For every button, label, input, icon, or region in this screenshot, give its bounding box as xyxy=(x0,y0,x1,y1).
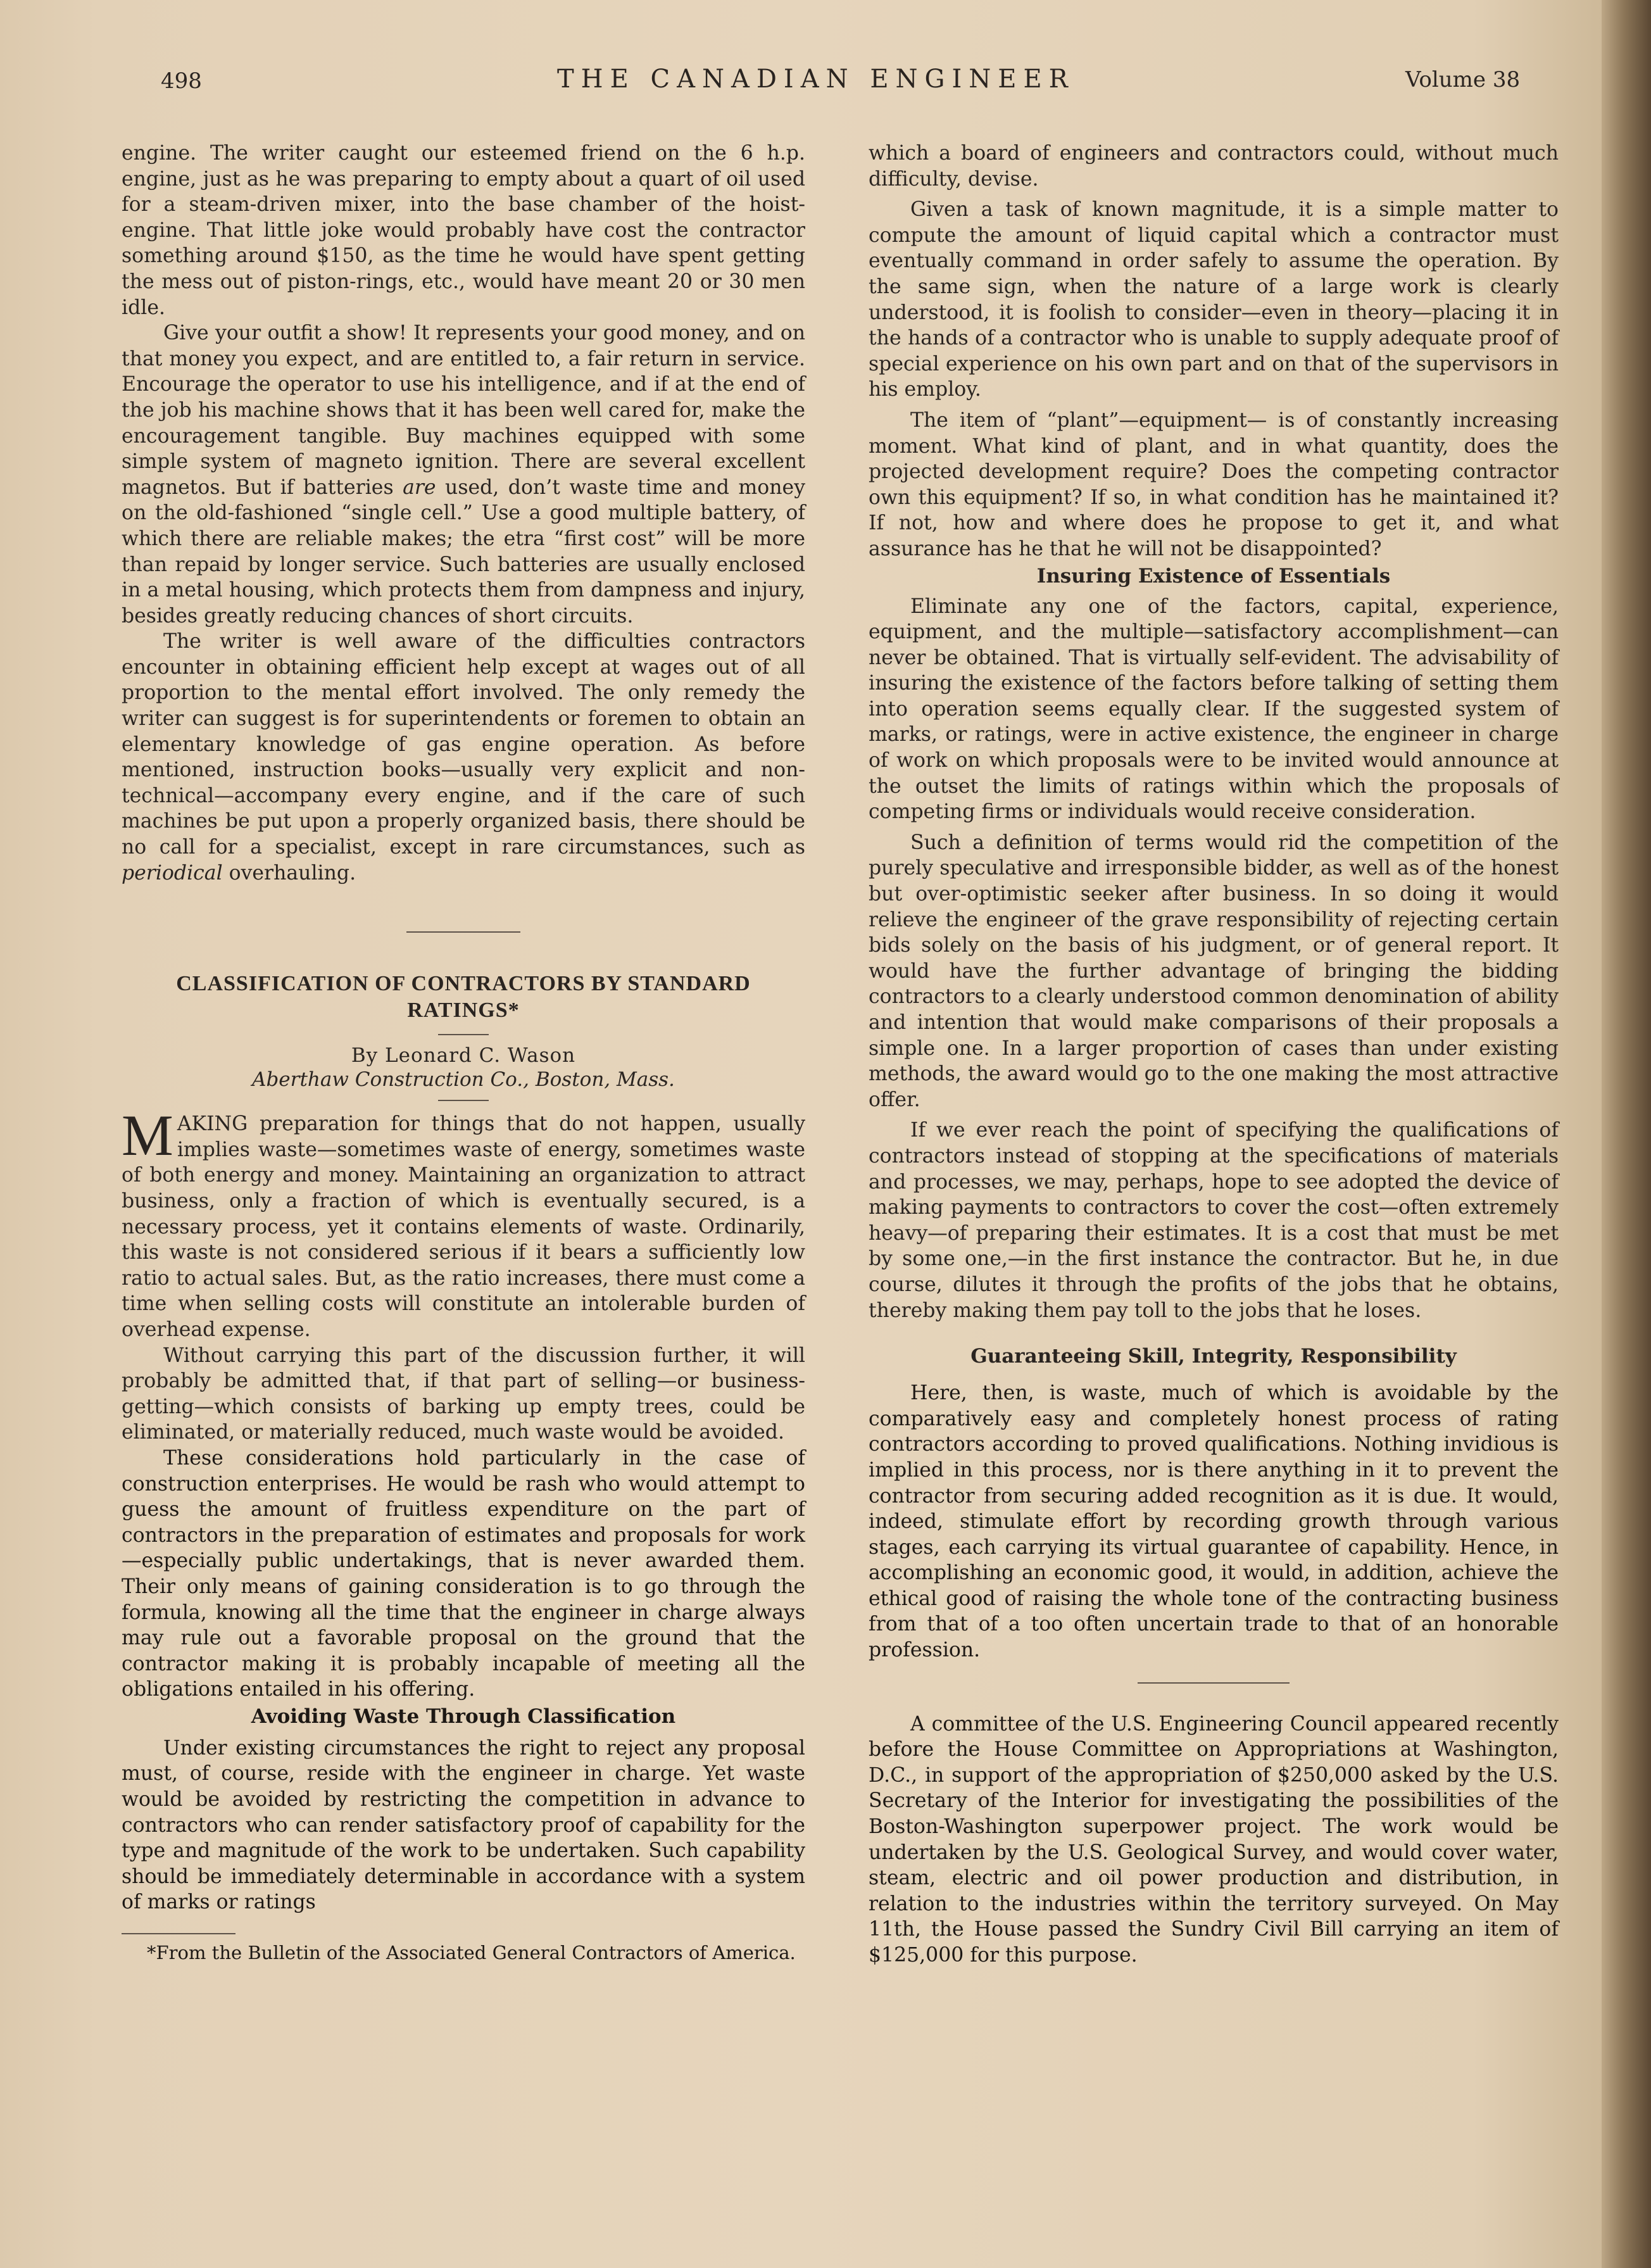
paragraph: which a board of engineers and contractors could, without much difficulty, devise. xyxy=(869,142,1559,191)
paragraph: Eliminate any one of the factors, capital, experience, equipment, and the multiple—satisfactory accomplishment—can never be obtained. That is virtually self-evident. The advisability of insuring the existence of the factors before talking of setting them into operation seems equally clear. If the suggested system of marks, or ratings, were in active existence, the engineer in charge of work on which proposals were to be invited would announce at the outset the limits of ratings within which the proposals of competing firms or individuals would receive consideration. xyxy=(869,595,1559,824)
paragraph: These considerations hold particularly in the case of construction enterprises. He would be rash who would attempt to guess the amount of fruitless expenditure on the part of contractors in the preparation of estimates and proposals for work—especially public undertakings, that is never awarded them. Their only means of gaining consideration is to go through the formula, knowing all the time that the engineer in charge always may rule out a favorable proposal on the ground that the contractor making it is probably incapable of meeting all the obligations entailed in his offering. xyxy=(122,1446,805,1701)
paragraph: Under existing circumstances the right to reject any proposal must, of course, reside with the engineer in charge. Yet waste would be avoided by restricting the competition in advance to contractors who can render satisfactory proof of capability for the type and magnitude of the work to be undertaken. Such capability should be immediately determinable in accordance with a system of marks or ratings xyxy=(122,1736,805,1914)
paragraph: engine. The writer caught our esteemed friend on the 6 h.p. engine, just as he was preparing to empty about a quart of oil used for a steam-driven mixer, into the base chamber of the hoist-engine. That little joke would probably have cost the contractor something around $150, as the time he would have spent getting the mess out of piston-rings, etc., would have meant 20 or 30 men idle. xyxy=(122,142,805,319)
author-affiliation: Aberthaw Construction Co., Boston, Mass. xyxy=(252,1068,675,1092)
left-column xyxy=(122,141,805,1965)
section-divider xyxy=(1138,1682,1290,1684)
paragraph: Such a definition of terms would rid the competition of the purely speculative and irresponsible bidder, as well as of the honest but over-optimistic seeker after business. In so doing it would relieve the engineer of the grave responsibility of rejecting certain bids solely on the basis of his judgment, or of general report. It would have the further advantage of bringing the bidding contractors to a clearly understood common denomination of ability and intention that would make comparisons of their proposals a simple one. In a larger proportion of cases than under existing methods, the award would go to the one making the most attractive offer. xyxy=(869,831,1559,1111)
article-title: CLASSIFICATION OF CONTRACTORS BY STANDARD RATINGS* xyxy=(176,972,751,1023)
page-number: 498 xyxy=(161,68,202,94)
paragraph: Without carrying this part of the discussion further, it will probably be admitted that, if that part of selling—or business-getting—which consists of barking up empty trees, could be eliminated, or materially reduced, much waste would be avoided. xyxy=(122,1344,805,1444)
paragraph: If we ever reach the point of specifying the qualifications of contractors instead of stopping at the specifications of materials and processes, we may, perhaps, hope to see adopted the device of making payments to contractors to cover the cost—often extremely heavy—of preparing their estimates. It is a cost that must be met by some one,—in the first instance the contractor. But he, in due course, dilutes it through the profits of the jobs that he obtains, thereby making them pay toll to the jobs that he loses. xyxy=(869,1119,1559,1322)
title-rule xyxy=(438,1034,489,1035)
section-heading: Avoiding Waste Through Classification xyxy=(251,1704,676,1728)
volume-label: Volume 38 xyxy=(1405,67,1521,92)
paragraph: Give your outfit a show! It represents your good money, and on that money you expect, and are entitled to, a fair return in service. Encourage the operator to use his intelligence, and if at the end of the job his machine shows that it has been well cared for, make the encouragement tangible. Buy machines equipped with some simple system of magneto ignition. There are several excellent magnetos. But if batteries are used, don’t waste time and money on the old-fashioned “single cell.” Use a good multiple battery, of which there are reliable makes; the etra “first cost” will be more than repaid by longer service. Such batteries are usually enclosed in a metal housing, which protects them from dampness and injury, besides greatly reducing chances of short circuits. xyxy=(122,322,805,627)
paragraph: MAKING preparation for things that do not happen, usually implies waste—sometimes waste of energy, sometimes waste of both energy and money. Maintaining an organization to attract business, only a fraction of which is eventually secured, is a necessary process, yet it contains elements of waste. Ordinarily, this waste is not considered serious if it bears a sufficiently low ratio to actual sales. But, as the ratio increases, there must come a time when selling costs will constitute an intolerable burden of overhead expense. xyxy=(122,1103,805,1341)
journal-title: THE CANADIAN ENGINEER xyxy=(557,65,1075,94)
paragraph: The item of “plant”—equipment— is of constantly increasing moment. What kind of plant, and in what quantity, does the projected development require? Does the competing contractor own this equipment? If so, in what condition has he maintained it? If not, how and where does he propose to get it, and what assurance has he that he will not be disappointed? xyxy=(869,408,1559,560)
drop-cap: M xyxy=(122,1103,173,1168)
paragraph: Here, then, is waste, much of which is avoidable by the comparatively easy and completely honest process of rating contractors according to proved qualifications. Nothing invidious is implied in this process, nor is there anything in it to prevent the contractor from securing added recognition as it is due. It would, indeed, stimulate effort by recording growth through various stages, each carrying its virtual guarantee of capability. Hence, in accomplishing an economic good, it would, in addition, achieve the ethical good of raising the whole tone of the contracting business from that of a too often uncertain trade to that of an honorable profession. xyxy=(869,1382,1559,1662)
right-column xyxy=(869,141,1559,1969)
footnote: *From the Bulletin of the Associated General Contractors of America. xyxy=(147,1942,796,1964)
running-header xyxy=(0,65,1602,103)
paragraph: The writer is well aware of the difficulties contractors encounter in obtaining efficient help except at wages out of all proportion to the mental effort involved. The only remedy the writer can suggest is for superintendents or foremen to obtain an elementary knowledge of gas engine operation. As before mentioned, instruction books—usually very explicit and non-technical—accompany every engine, and if the care of such machines be put upon a properly organized basis, there should be no call for a specialist, except in rare circumstances, such as periodical overhauling. xyxy=(122,630,805,885)
news-note: A committee of the U.S. Engineering Council appeared recently before the House Committee on Appropriations at Washington, D.C., in support of the appropriation of $250,000 asked by the U.S. Secretary of the Interior for investigating the possibilities of the Boston-Washington superpower project. The work would be undertaken by the U.S. Geological Survey, and would cover water, steam, electric and oil power production and distribution, in relation to the industries within the territory surveyed. On May 11th, the House passed the Sundry Civil Bill carrying an item of $125,000 for this purpose. xyxy=(869,1712,1559,1967)
paragraph: Given a task of known magnitude, it is a simple matter to compute the amount of liquid capital which a contractor must eventually command in order safely to assume the operation. By the same sign, when the nature of a large work is clearly understood, it is foolish to consider—even in theory—placing it in the hands of a contractor who is unable to supply adequate proof of special experience on his own part and on that of the supervisors in his employ. xyxy=(869,198,1559,401)
section-heading: Guaranteeing Skill, Integrity, Responsibility xyxy=(970,1345,1457,1368)
page-edge-shadow xyxy=(1602,0,1651,2268)
section-heading: Insuring Existence of Essentials xyxy=(1036,564,1391,588)
section-divider xyxy=(406,931,520,933)
article-byline: By Leonard C. Wason xyxy=(351,1044,576,1068)
footnote-rule xyxy=(122,1933,235,1934)
byline-rule xyxy=(438,1100,489,1101)
